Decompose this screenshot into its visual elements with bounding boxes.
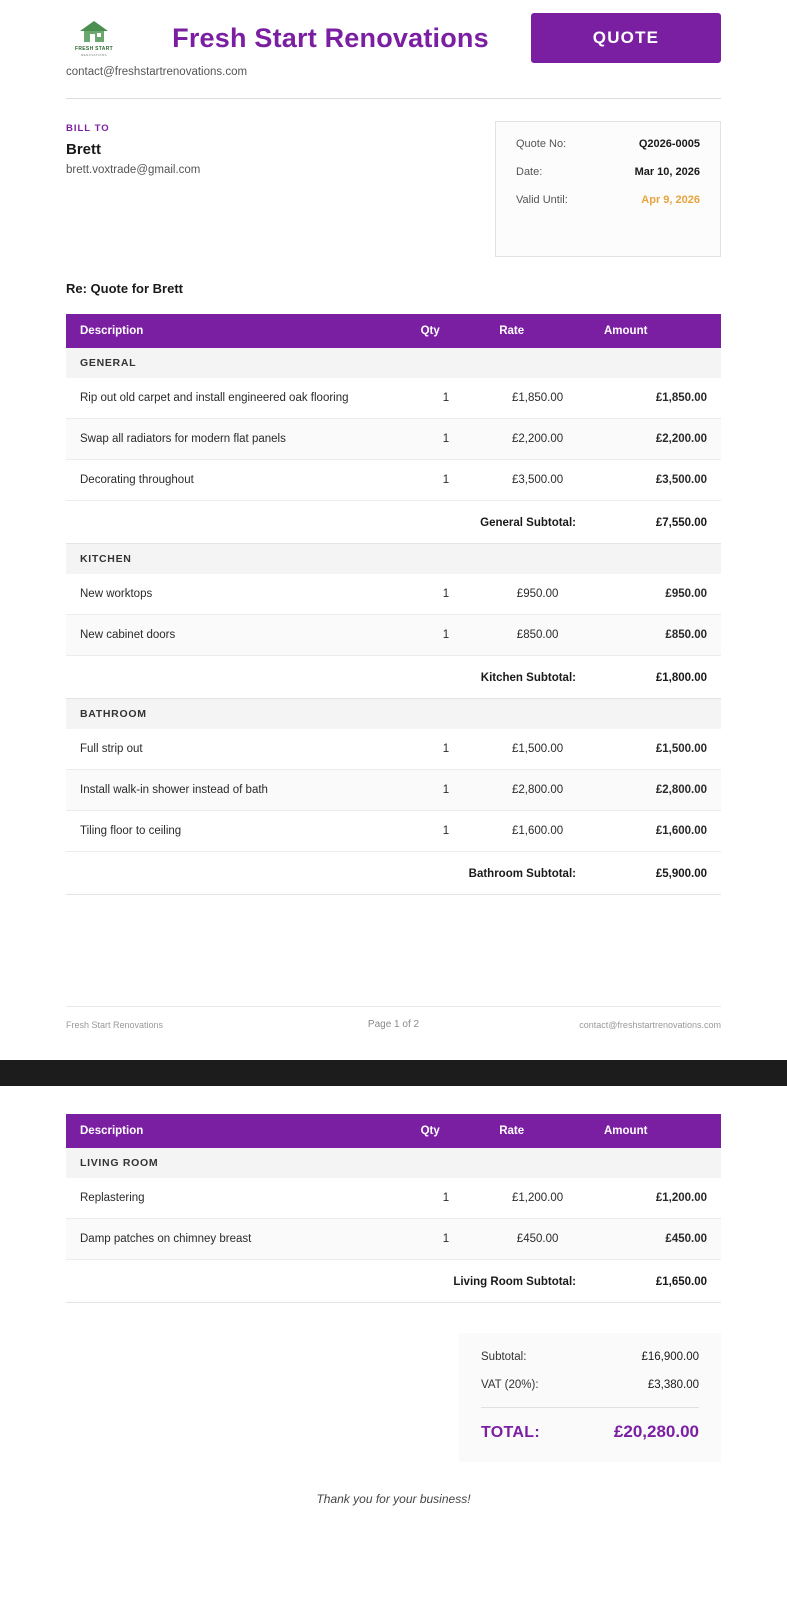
meta-date (516, 166, 700, 178)
company-name: Fresh Start Renovations (172, 22, 489, 53)
row-rate: £2,800.00 (485, 770, 590, 811)
totals-subtotal-value: £16,900.00 (641, 1351, 699, 1363)
row-description: New worktops (66, 574, 407, 615)
table-row (66, 574, 721, 615)
subtotal-value: £1,650.00 (590, 1260, 721, 1303)
th-rate: Rate (485, 314, 590, 348)
row-amount: £2,800.00 (590, 770, 721, 811)
table-row (66, 811, 721, 852)
row-description: Rip out old carpet and install engineered oak flooring (66, 378, 407, 419)
row-rate: £1,500.00 (485, 729, 590, 770)
subtotal-label: General Subtotal: (66, 501, 590, 544)
row-description: Full strip out (66, 729, 407, 770)
meta-date-value: Mar 10, 2026 (634, 166, 700, 178)
row-description: Swap all radiators for modern flat panels (66, 419, 407, 460)
section-name: LIVING ROOM (66, 1148, 721, 1178)
line-items-table-page2 (0, 1086, 787, 1303)
th-amount: Amount (590, 1114, 721, 1148)
totals-subtotal-label: Subtotal: (481, 1351, 527, 1363)
row-qty: 1 (407, 574, 486, 615)
quote-page-2 (0, 1086, 787, 1600)
row-qty: 1 (407, 811, 486, 852)
thank-you-note: Thank you for your business! (316, 1492, 471, 1506)
logo-subtext: RENOVATIONS (81, 52, 107, 57)
logo-wordmark: FRESH START (75, 46, 113, 53)
th-description: Description (66, 1114, 407, 1148)
subtotal-value: £5,900.00 (590, 852, 721, 895)
bill-to-block (66, 121, 495, 176)
section-subtotal-row (66, 1260, 721, 1303)
row-amount: £1,600.00 (590, 811, 721, 852)
document-header (0, 0, 787, 64)
table-row (66, 1219, 721, 1260)
table-body-page2 (66, 1148, 721, 1303)
section-name: BATHROOM (66, 699, 721, 730)
row-amount: £950.00 (590, 574, 721, 615)
totals-vat-label: VAT (20%): (481, 1379, 539, 1391)
th-qty: Qty (407, 1114, 486, 1148)
section-header-row (66, 544, 721, 575)
th-rate: Rate (485, 1114, 590, 1148)
totals-grand (481, 1407, 699, 1442)
row-qty: 1 (407, 1219, 486, 1260)
row-qty: 1 (407, 729, 486, 770)
row-qty: 1 (407, 1178, 486, 1219)
totals-grand-label: TOTAL: (481, 1424, 540, 1441)
line-items-table-page1 (0, 296, 787, 895)
row-qty: 1 (407, 615, 486, 656)
section-subtotal-row (66, 501, 721, 544)
row-description: Install walk-in shower instead of bath (66, 770, 407, 811)
footer-company: Fresh Start Renovations (66, 1019, 164, 1030)
table-row (66, 770, 721, 811)
totals-grand-value: £20,280.00 (613, 1422, 699, 1441)
subtotal-label: Bathroom Subtotal: (66, 852, 590, 895)
row-description: Tiling floor to ceiling (66, 811, 407, 852)
house-icon (77, 19, 111, 45)
row-rate: £1,850.00 (485, 378, 590, 419)
row-rate: £3,500.00 (485, 460, 590, 501)
footer-email: contact@freshstartrenovations.com (579, 1019, 721, 1030)
row-description: New cabinet doors (66, 615, 407, 656)
th-qty: Qty (407, 314, 486, 348)
table-row (66, 729, 721, 770)
section-name: GENERAL (66, 348, 721, 378)
row-amount: £450.00 (590, 1219, 721, 1260)
meta-valid-value: Apr 9, 2026 (641, 194, 700, 206)
table-header-row (66, 314, 721, 348)
bill-to-email: brett.voxtrade@gmail.com (66, 164, 201, 176)
totals-vat-value: £3,380.00 (647, 1379, 699, 1391)
page-separator (0, 1060, 787, 1086)
subtotal-label: Kitchen Subtotal: (66, 656, 590, 699)
row-rate: £2,200.00 (485, 419, 590, 460)
table-row (66, 615, 721, 656)
row-qty: 1 (407, 419, 486, 460)
th-description: Description (66, 314, 407, 348)
totals-vat (481, 1379, 699, 1391)
meta-quote-no-value: Q2026-0005 (638, 138, 700, 150)
subtotal-value: £7,550.00 (590, 501, 721, 544)
company-contact-email: contact@freshstartrenovations.com (66, 66, 248, 78)
row-amount: £850.00 (590, 615, 721, 656)
section-header-row (66, 699, 721, 730)
quote-meta-box (495, 121, 721, 257)
company-logo (66, 14, 122, 62)
row-rate: £450.00 (485, 1219, 590, 1260)
row-description: Replastering (66, 1178, 407, 1219)
re-subject-line: Re: Quote for Brett (66, 281, 183, 296)
row-amount: £2,200.00 (590, 419, 721, 460)
row-qty: 1 (407, 460, 486, 501)
totals-subtotal (481, 1351, 699, 1363)
table-body-page1 (66, 348, 721, 895)
totals-box (459, 1333, 721, 1462)
row-rate: £850.00 (485, 615, 590, 656)
section-header-row (66, 348, 721, 378)
meta-quote-no (516, 138, 700, 150)
section-header-row (66, 1148, 721, 1178)
row-description: Decorating throughout (66, 460, 407, 501)
table-row (66, 419, 721, 460)
table-row (66, 460, 721, 501)
page-footer (66, 1006, 721, 1030)
meta-quote-no-label: Quote No: (516, 138, 567, 150)
row-qty: 1 (407, 378, 486, 419)
row-amount: £1,200.00 (590, 1178, 721, 1219)
row-rate: £950.00 (485, 574, 590, 615)
row-amount: £1,850.00 (590, 378, 721, 419)
meta-date-label: Date: (516, 166, 543, 178)
subtotal-label: Living Room Subtotal: (66, 1260, 590, 1303)
th-amount: Amount (590, 314, 721, 348)
meta-valid-label: Valid Until: (516, 194, 568, 206)
bill-to-name: Brett (66, 141, 102, 158)
row-amount: £3,500.00 (590, 460, 721, 501)
meta-valid-until (516, 194, 700, 206)
footer-page-num: Page 1 of 2 (367, 1019, 420, 1030)
bill-to-label: BILL TO (66, 123, 110, 134)
row-rate: £1,600.00 (485, 811, 590, 852)
table-row (66, 378, 721, 419)
table-header-row (66, 1114, 721, 1148)
section-subtotal-row (66, 656, 721, 699)
quote-badge: QUOTE (531, 13, 721, 63)
section-name: KITCHEN (66, 544, 721, 575)
table-row (66, 1178, 721, 1219)
section-subtotal-row (66, 852, 721, 895)
row-description: Damp patches on chimney breast (66, 1219, 407, 1260)
row-rate: £1,200.00 (485, 1178, 590, 1219)
subtotal-value: £1,800.00 (590, 656, 721, 699)
row-amount: £1,500.00 (590, 729, 721, 770)
bill-and-meta-row (0, 99, 787, 257)
row-qty: 1 (407, 770, 486, 811)
totals-row (0, 1303, 787, 1462)
